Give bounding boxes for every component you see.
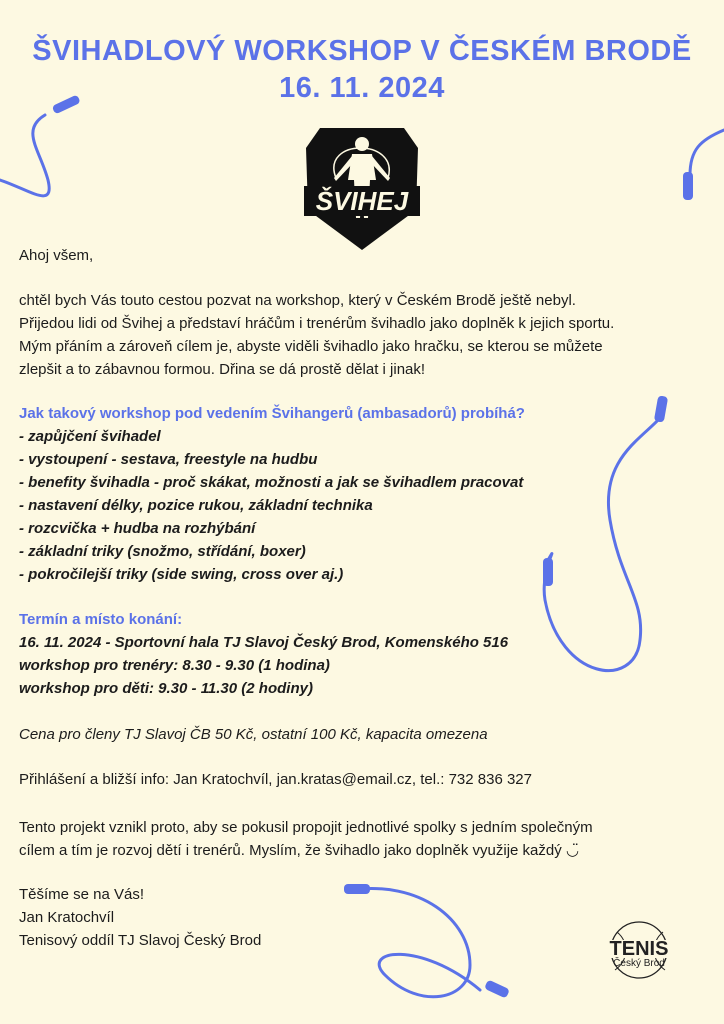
schedule-heading: Termín a místo konání: — [19, 611, 183, 628]
schedule-line: workshop pro děti: 9.30 - 11.30 (2 hodiny) — [19, 680, 313, 697]
program-item: - pokročilejší triky (side swing, cross over aj.) — [19, 566, 344, 583]
program-section — [19, 402, 525, 586]
intro-paragraph — [19, 289, 614, 381]
rope-handle-middle-top — [654, 395, 668, 422]
closing-line: cílem a tím je rozvoj dětí i trenérů. Myslím, že švihadlo jako doplněk využije každý ◡̈ — [19, 842, 579, 859]
program-item: - nastavení délky, pozice rukou, základní technika — [19, 497, 373, 514]
rope-handle-middle-bottom — [543, 558, 553, 586]
signature-line: Jan Kratochvíl — [19, 909, 115, 926]
program-item: - benefity švihadla - proč skákat, možnosti a jak se švihadlem pracovat — [19, 474, 524, 491]
program-heading: Jak takový workshop pod vedením Švihangerů (ambasadorů) probíhá? — [19, 405, 525, 422]
title-line-2: 16. 11. 2024 — [279, 72, 445, 104]
svihej-logo — [300, 118, 424, 254]
tenis-logo-title: TENIS — [609, 938, 669, 960]
signature-block — [19, 883, 261, 952]
intro-line: zlepšit a to zábavnou formou. Dřina se dá prostě dělat i jinak! — [19, 361, 426, 378]
closing-line: Tento projekt vznikl proto, aby se pokusil propojit jednotlivé spolky s jedním společným — [19, 819, 593, 836]
schedule-section — [19, 608, 508, 700]
jump-rope-top-right — [690, 130, 724, 175]
schedule-line: workshop pro trenéry: 8.30 - 9.30 (1 hodina) — [19, 657, 330, 674]
jump-rope-top-left — [0, 115, 49, 196]
tenis-logo-subtitle: Český Brod — [613, 958, 665, 969]
rope-handle-bottom-right — [484, 979, 510, 998]
tenis-logo — [589, 920, 691, 982]
program-item: - zapůjčení švihadel — [19, 428, 161, 445]
program-item: - vystoupení - sestava, freestyle na hudbu — [19, 451, 318, 468]
title-line-1: ŠVIHADLOVÝ WORKSHOP V ČESKÉM BRODĚ — [32, 35, 692, 67]
schedule-line: 16. 11. 2024 - Sportovní hala TJ Slavoj Český Brod, Komenského 516 — [19, 634, 509, 651]
contact-info: Přihlášení a bližší info: Jan Kratochvíl, jan.kratas@email.cz, tel.: 732 836 327 — [19, 771, 532, 788]
intro-line: Mým přáním a zároveň cílem je, abyste viděli švihadlo jako hračku, se kterou se můžete — [19, 338, 603, 355]
signature-line: Těšíme se na Vás! — [19, 886, 145, 903]
greeting: Ahoj všem, — [19, 247, 94, 264]
price-info: Cena pro členy TJ Slavoj ČB 50 Kč, ostatní 100 Kč, kapacita omezena — [19, 726, 488, 743]
signature-line: Tenisový oddíl TJ Slavoj Český Brod — [19, 932, 262, 949]
program-item: - rozcvička + hudba na rozhýbání — [19, 520, 256, 537]
jump-rope-middle-right — [544, 418, 660, 671]
intro-line: chtěl bych Vás touto cestou pozvat na workshop, který v Českém Brodě ještě nebyl. — [19, 292, 576, 309]
intro-line: Přijedou lidi od Švihej a představí hráčům i trenérům švihadlo jako doplněk k jejich sportu. — [19, 315, 615, 332]
program-item: - základní triky (snožmo, střídání, boxer) — [19, 543, 306, 560]
jump-rope-bottom — [350, 888, 480, 996]
svihej-logo-text: ŠVIHEJ — [315, 186, 409, 216]
closing-paragraph — [19, 816, 593, 862]
rope-handle-top-right — [683, 172, 693, 200]
rope-handle-bottom-left — [344, 884, 370, 894]
